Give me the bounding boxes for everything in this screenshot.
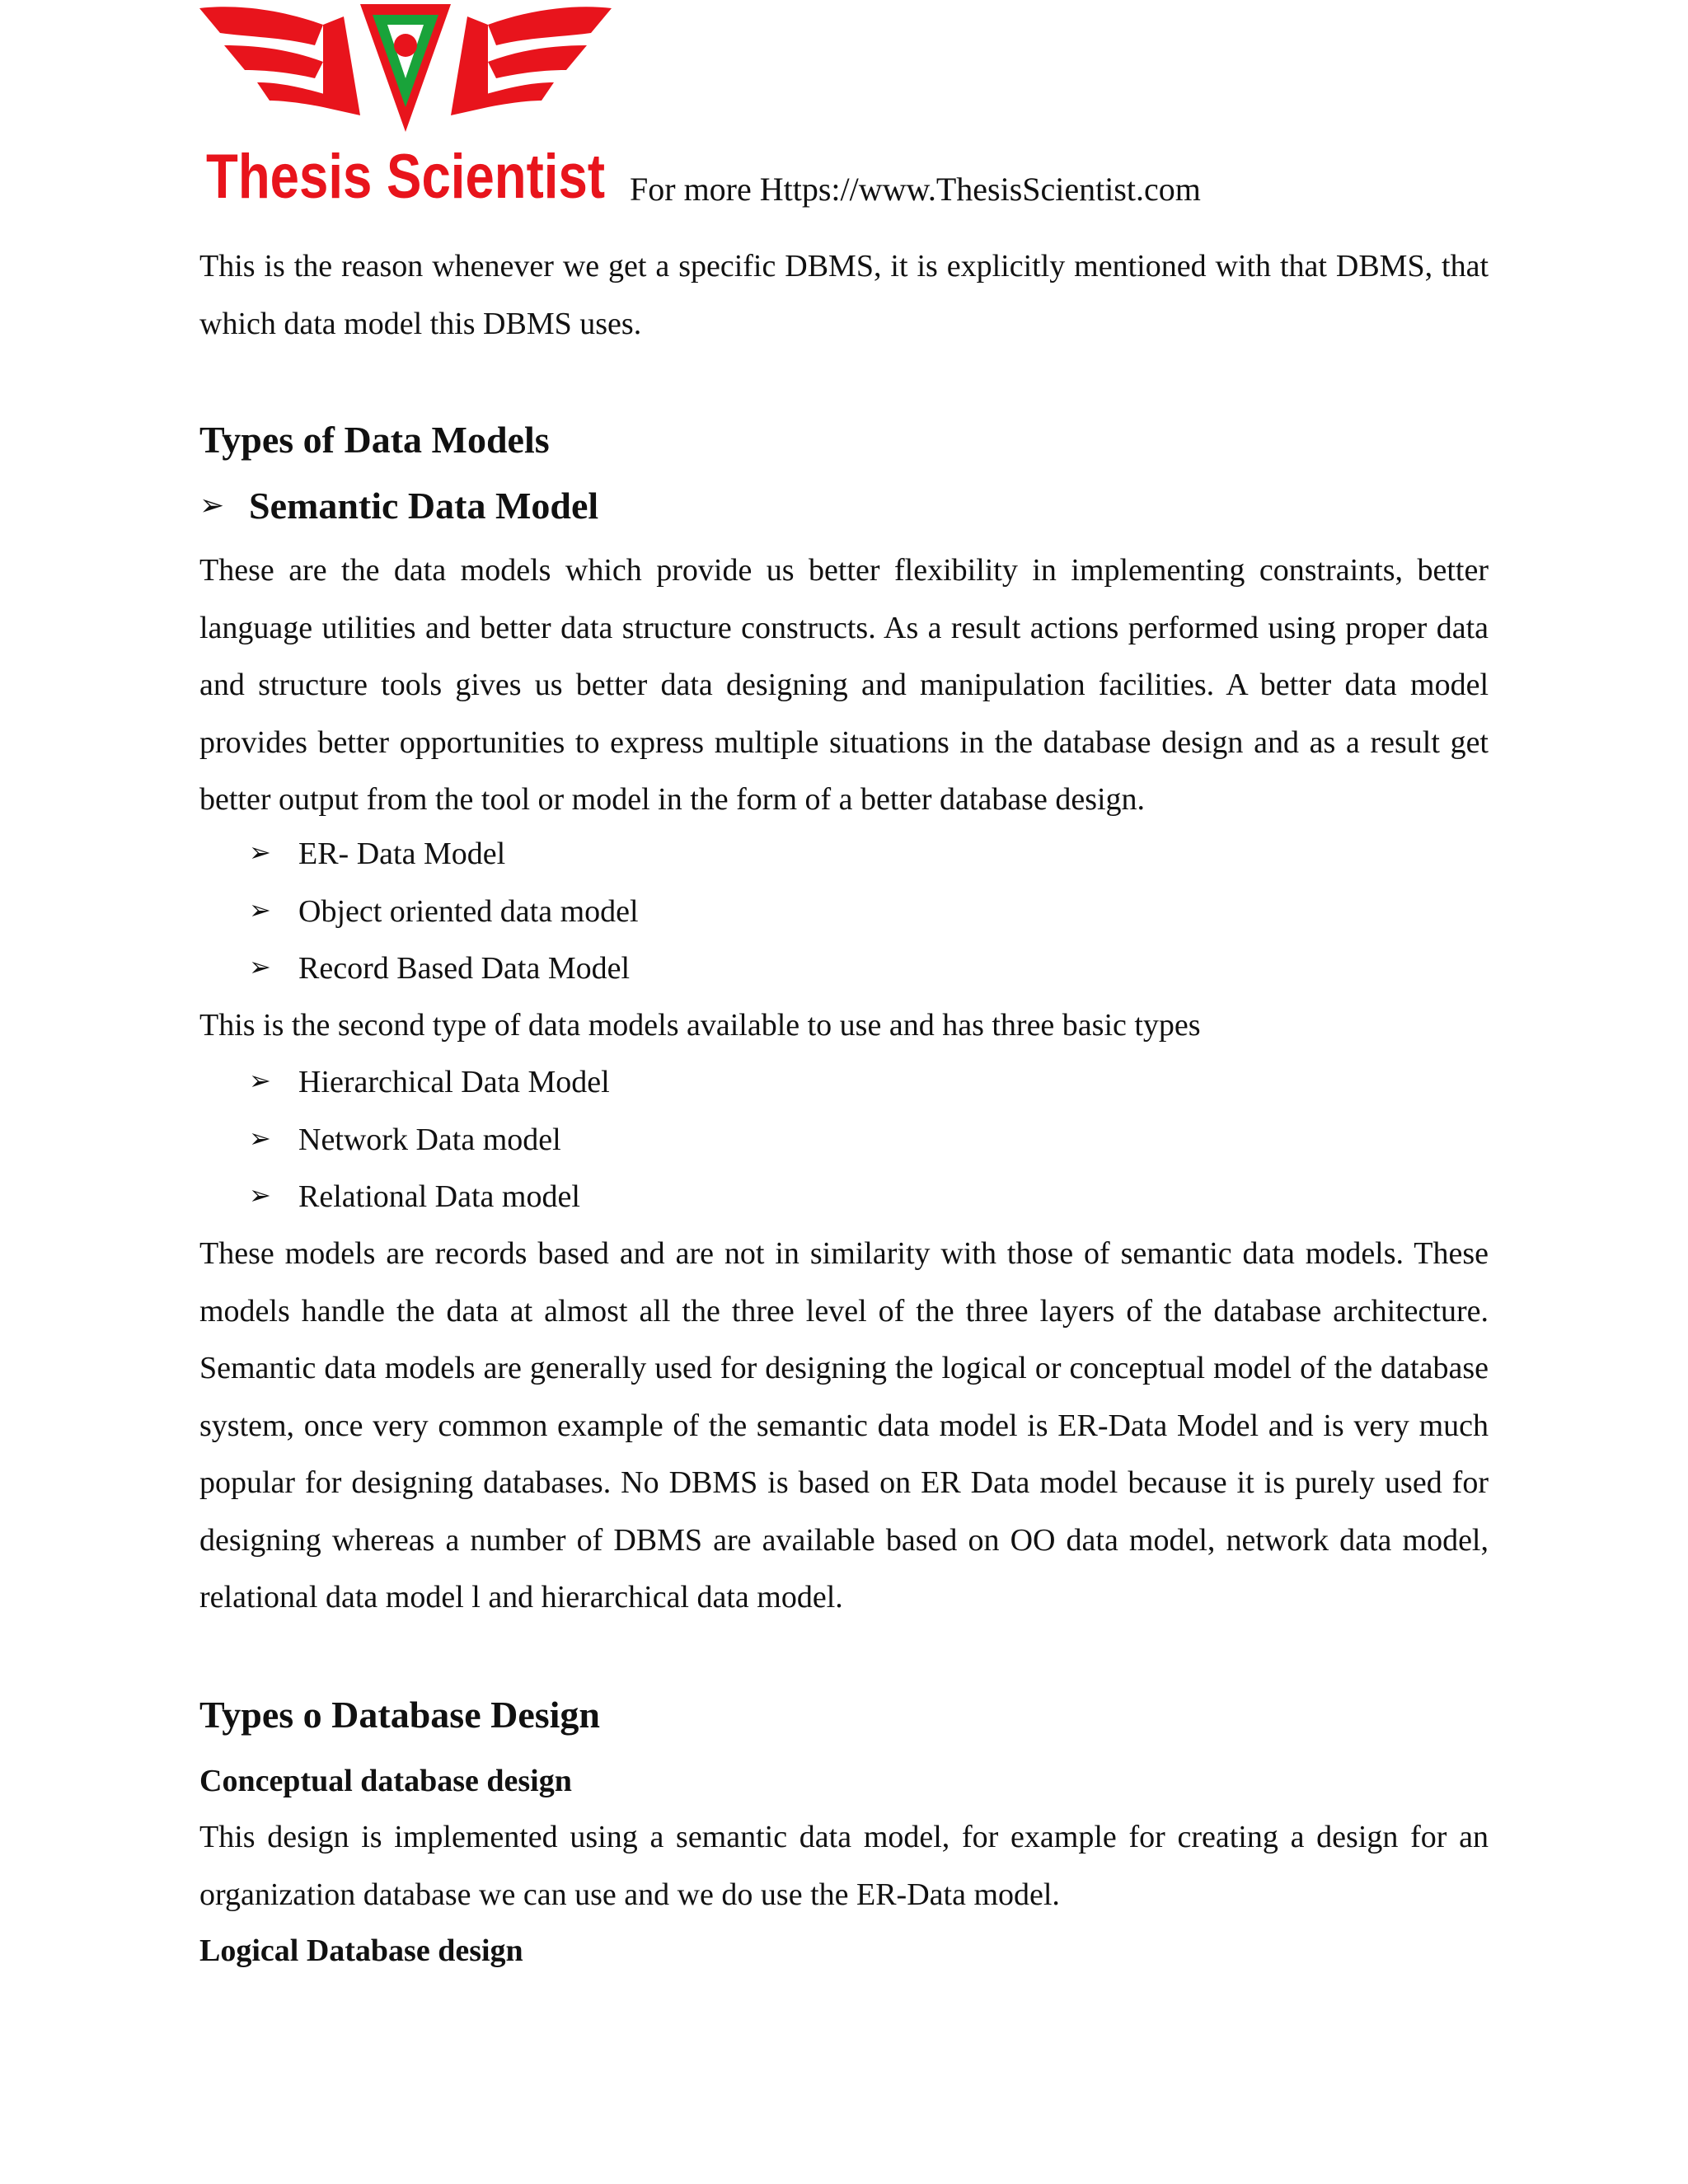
- list-item: ➢ Network Data model: [249, 1119, 561, 1161]
- list-item: ➢ Record Based Data Model: [249, 948, 630, 990]
- logo-wordmark: Thesis Scientist: [206, 142, 605, 212]
- section-title-data-models: Types of Data Models: [199, 419, 550, 461]
- bullet-arrow-icon: ➢: [249, 1123, 271, 1153]
- bullet-arrow-icon: ➢: [249, 1180, 271, 1210]
- record-based-paragraph: This is the second type of data models available to use and has three basic types: [199, 1008, 1201, 1043]
- subheading-conceptual: Conceptual database design: [199, 1764, 572, 1798]
- intro-paragraph: This is the reason whenever we get a specific DBMS, it is explicitly mentioned with that DBMS, that which data model this DBMS uses.: [199, 249, 1489, 341]
- subsection-semantic-data-model: [199, 483, 598, 532]
- bullet-arrow-icon: ➢: [249, 952, 271, 982]
- records-paragraph: These models are records based and are not in similarity with those of semantic data models. These models handle the data at almost all the three level of the three layers of the database architecture. Semantic data models are generally used for designing the logical or conceptual model of the database system, once very common example of the semantic data model is ER-Data Model and is very much popular for designing databases. No DBMS is based on ER Data model because it is purely used for designing whereas a number of DBMS are available based on OO data model, network data model, relational data model l and hierarchical data model.: [199, 1236, 1489, 1615]
- list-item: ➢ Object oriented data model: [249, 891, 639, 933]
- bullet-arrow-icon: ➢: [199, 489, 225, 522]
- subheading-logical: Logical Database design: [199, 1933, 523, 1968]
- list-item: ➢ Relational Data model: [249, 1176, 580, 1218]
- bullet-arrow-icon: ➢: [249, 837, 271, 867]
- page-header: [199, 0, 1489, 214]
- section-title-database-design: Types o Database Design: [199, 1694, 601, 1736]
- subsection-title: Semantic Data Model: [249, 485, 599, 527]
- website-link[interactable]: For more Https://www.ThesisScientist.com: [630, 171, 1201, 208]
- bullet-arrow-icon: ➢: [249, 1066, 271, 1095]
- conceptual-paragraph: This design is implemented using a semantic data model, for example for creating a design for an organization database we can use and we do use the ER-Data model.: [199, 1820, 1489, 1912]
- bullet-arrow-icon: ➢: [249, 895, 271, 925]
- semantic-paragraph: These are the data models which provide us better flexibility in implementing constraints, better language utilities and better data structure constructs. As a result actions performed using proper data and structure tools gives us better data designing and manipulation facilities. A better data model provides better opportunities to express multiple situations in the database design and as a result get better output from the tool or model in the form of a better database design.: [199, 553, 1489, 817]
- thesis-scientist-logo: [199, 0, 612, 214]
- list-item: ➢ Hierarchical Data Model: [249, 1062, 610, 1104]
- list-item: ➢ ER- Data Model: [249, 833, 505, 875]
